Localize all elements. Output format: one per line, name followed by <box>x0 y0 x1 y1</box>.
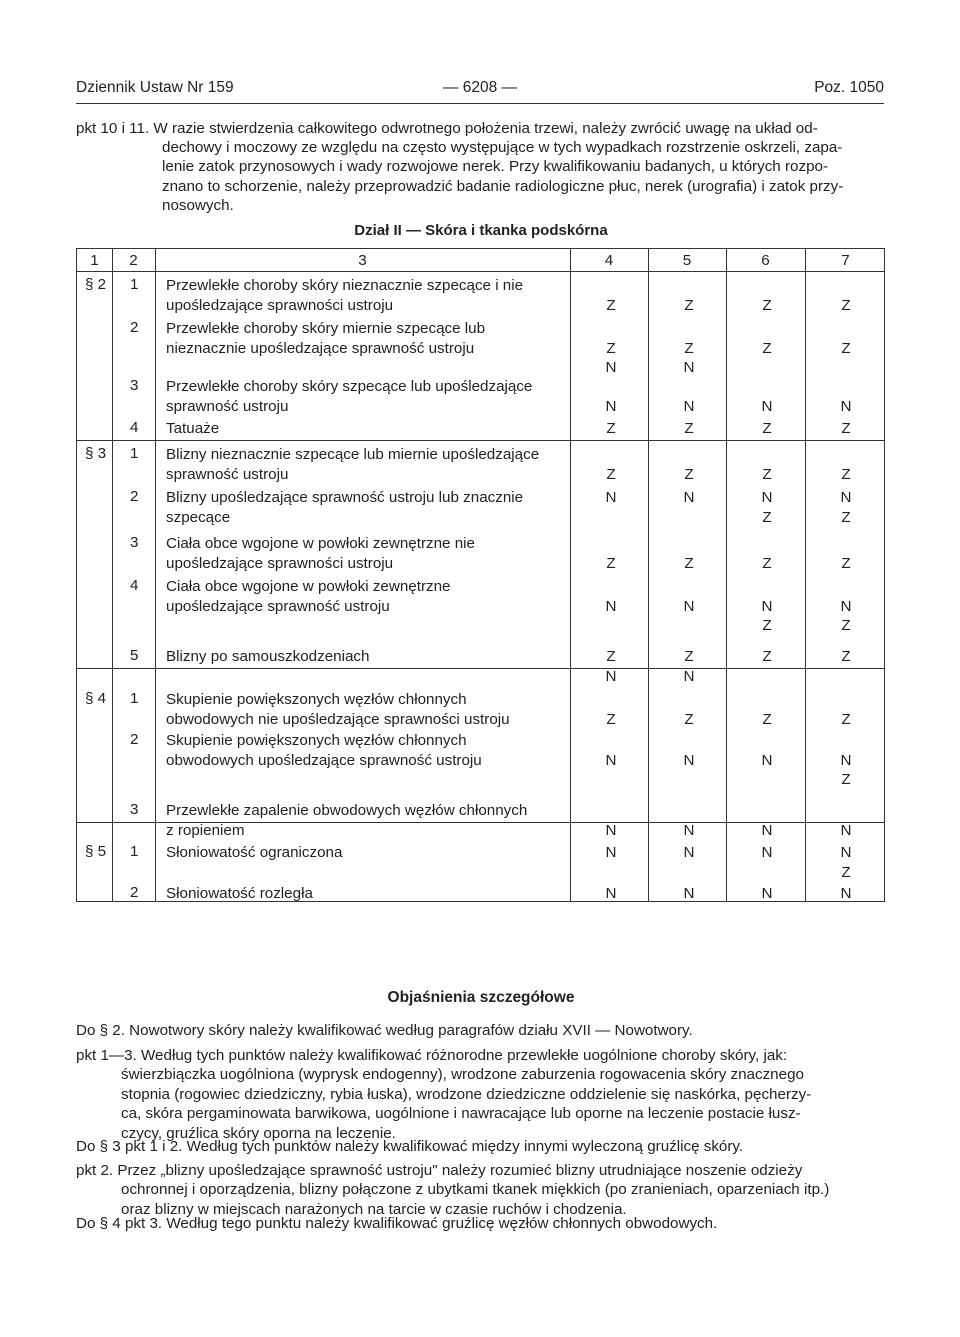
category-5: N <box>683 397 695 415</box>
condition-description <box>166 276 586 315</box>
description-line: szpecące <box>166 508 231 526</box>
description-line: upośledzające sprawności ustroju <box>166 554 394 572</box>
point-number: 5 <box>130 647 139 664</box>
explanation-line: stopnia (rogowiec dziedziczny, rybia łuska), wrodzone dziedziczne oddzielenie się naskórka, pęcherzy- <box>121 1085 812 1103</box>
description-line: upośledzające sprawność ustroju <box>166 597 390 615</box>
col-header: 1 <box>90 252 99 269</box>
point-number: 2 <box>130 731 139 748</box>
explanation-line: Do § 4 pkt 3. Według tego punktu należy kwalifikować gruźlicę węzłów chłonnych obwodowych. <box>76 1215 718 1232</box>
category-5: N <box>683 844 695 861</box>
description-line: Blizny po samouszkodzeniach <box>166 648 370 665</box>
paragraph-number: § 5 <box>85 843 107 860</box>
explanation-line: pkt 1—3. Według tych punktów należy kwalifikować różnorodne przewlekłe uogólnione choroby skóry, jak: <box>76 1047 788 1064</box>
point-number: 2 <box>130 488 139 505</box>
point-number: 4 <box>130 419 139 436</box>
description-line: Tatuaże <box>166 420 220 437</box>
category-5: Z <box>684 420 694 437</box>
header-row-rule <box>77 271 884 272</box>
category-7: Z <box>841 420 851 437</box>
category-5: Z N <box>683 339 695 376</box>
condition-description <box>166 577 586 616</box>
category-5: Z <box>684 710 694 728</box>
point-number: 4 <box>130 577 139 594</box>
intro-paragraph <box>76 119 886 215</box>
explanation-line: Do § 2. Nowotwory skóry należy kwalifikować według paragrafów działu XVII — Nowotwory. <box>76 1022 693 1039</box>
column-divider <box>112 249 113 901</box>
category-7: Z <box>841 296 851 314</box>
qualification-table <box>76 248 885 902</box>
category-5: Z <box>684 465 694 483</box>
description-line: Ciała obce wgojone w powłoki zewnętrzne <box>166 578 451 595</box>
category-7: N Z <box>840 751 852 788</box>
explanation-item <box>76 1046 896 1143</box>
category-6: Z <box>762 339 772 357</box>
category-6: Z <box>762 648 772 665</box>
point-number: 1 <box>130 445 139 462</box>
category-6: N <box>761 751 773 769</box>
point-number: 1 <box>130 843 139 860</box>
category-5: N <box>683 489 695 506</box>
explanation-line: Do § 3 pkt 1 i 2. Według tych punktów należy kwalifikować między innymi wyleczoną gruźlicę skóry. <box>76 1138 744 1155</box>
category-7: Z <box>841 554 851 572</box>
category-7: N Z <box>840 844 852 881</box>
journal-name: Dziennik Ustaw Nr 159 <box>76 79 234 96</box>
category-4: N <box>605 751 617 769</box>
description-line: obwodowych upośledzające sprawność ustroju <box>166 751 482 769</box>
category-4: Z <box>606 710 616 728</box>
category-6: Z <box>762 554 772 572</box>
category-6: N <box>761 821 773 839</box>
category-6: Z <box>762 296 772 314</box>
column-divider <box>155 249 156 901</box>
column-divider <box>805 249 806 901</box>
description-line: obwodowych nie upośledzające sprawności ustroju <box>166 710 510 728</box>
category-4: Z N <box>605 339 617 376</box>
condition-description <box>166 843 586 863</box>
explanation-line: świerzbiączka uogólniona (wyprysk endogenny), wrodzone zaburzenia rogowacenia skóry znacznego <box>121 1066 804 1084</box>
category-6: N Z <box>761 597 773 634</box>
category-6: Z <box>762 465 772 483</box>
category-7: N <box>840 397 852 415</box>
description-line: Skupienie powiększonych węzłów chłonnych <box>166 691 467 708</box>
col-header: 2 <box>129 252 138 269</box>
point-number: 3 <box>130 377 139 394</box>
category-4: N <box>605 489 617 506</box>
category-5: Z <box>684 296 694 314</box>
explanation-item <box>76 1021 896 1040</box>
description-line: Przewlekłe choroby skóry miernie szpecące lub <box>166 320 486 337</box>
description-line: nieznacznie upośledzające sprawność ustroju <box>166 339 475 357</box>
description-line: Słoniowatość ograniczona <box>166 844 343 861</box>
category-4: Z <box>606 420 616 437</box>
category-5: N <box>683 597 695 615</box>
explanation-line: ochronnej i oporządzenia, blizny połączone z ubytkami tkanek miękkich (po zranieniach, oparzeniach itp.) <box>121 1181 830 1199</box>
category-4: Z <box>606 554 616 572</box>
point-number: 2 <box>130 884 139 901</box>
condition-description <box>166 419 586 439</box>
description-line: Blizny nieznacznie szpecące lub miernie upośledzające <box>166 446 540 463</box>
category-4: N <box>605 885 617 902</box>
category-4: Z <box>606 465 616 483</box>
category-5: Z <box>684 554 694 572</box>
category-7: Z <box>841 710 851 728</box>
point-number: 1 <box>130 276 139 293</box>
col-header: 3 <box>358 252 367 269</box>
category-4: N <box>605 844 617 861</box>
description-line: Ciała obce wgojone w powłoki zewnętrzne nie <box>166 535 475 552</box>
condition-description <box>166 377 586 416</box>
col-header: 5 <box>682 252 692 269</box>
condition-description <box>166 731 586 770</box>
explanation-line: pkt 2. Przez „blizny upośledzające sprawność ustroju" należy rozumieć blizny utrudniające noszenie odzieży <box>76 1162 803 1179</box>
description-line: sprawność ustroju <box>166 397 289 415</box>
intro-line: znano to schorzenie, należy przeprowadzić badanie radiologiczne płuc, nerek (urografia) i zatok przy- <box>162 177 844 195</box>
description-line: Blizny upośledzające sprawność ustroju lub znacznie <box>166 489 524 506</box>
paragraph-rule <box>77 668 884 669</box>
category-6: Z <box>762 420 772 437</box>
description-line: Słoniowatość rozległa <box>166 885 313 902</box>
description-line: upośledzające sprawności ustroju <box>166 296 394 314</box>
category-4: Z <box>606 296 616 314</box>
category-4: N <box>605 597 617 615</box>
condition-description <box>166 488 586 527</box>
position-number: Poz. 1050 <box>814 79 884 96</box>
intro-line: lenie zatok przynosowych i wady rozwojowe nerek. Przy kwalifikowaniu badanych, u których rozpo- <box>162 158 829 176</box>
category-4: N <box>605 397 617 415</box>
condition-description <box>166 319 586 358</box>
explanation-item <box>76 1214 896 1233</box>
category-4: Z N <box>605 648 617 685</box>
condition-description <box>166 801 586 840</box>
category-7: N Z <box>840 597 852 634</box>
condition-description <box>166 690 586 729</box>
condition-description <box>166 534 586 573</box>
intro-line: dechowy i moczowy ze względu na często występujące w tych wypadkach rozstrzenie oskrzeli, zapa- <box>162 139 843 157</box>
explanation-line: oraz blizny w miejscach narażonych na tarcie w czasie ruchów i chodzenia. <box>121 1200 627 1218</box>
column-divider <box>726 249 727 901</box>
description-line: Przewlekłe choroby skóry szpecące lub upośledzające <box>166 378 533 395</box>
explanations-title: Objaśnienia szczegółowe <box>387 989 575 1006</box>
category-6: N <box>761 885 773 902</box>
description-line: sprawność ustroju <box>166 465 289 483</box>
paragraph-rule <box>77 440 884 441</box>
category-5: N <box>683 885 695 902</box>
point-number: 1 <box>130 690 139 707</box>
column-divider <box>648 249 649 901</box>
point-number: 2 <box>130 319 139 336</box>
explanation-line: czycy, gruźlica skóry oporna na leczenie. <box>121 1124 396 1142</box>
explanation-item <box>76 1137 896 1156</box>
explanation-line: ca, skóra pergaminowata barwikowa, uogólnione i nawracające lub oporne na leczenie postacie łusz- <box>121 1105 801 1123</box>
condition-description <box>166 445 586 484</box>
point-number: 3 <box>130 801 139 818</box>
category-6: N Z <box>761 489 773 526</box>
category-6: Z <box>762 710 772 728</box>
category-7: N Z <box>840 489 852 526</box>
category-4: N <box>605 821 617 839</box>
category-7: N <box>840 821 852 839</box>
category-7: N <box>840 885 852 902</box>
col-header: 7 <box>841 252 850 269</box>
category-5: N <box>683 821 695 839</box>
section-title: Dział II — Skóra i tkanka podskórna <box>354 222 608 239</box>
paragraph-rule <box>77 822 884 823</box>
category-5: N <box>683 751 695 769</box>
category-6: N <box>761 844 773 861</box>
category-5: Z N <box>683 648 695 685</box>
page-number: — 6208 — <box>442 79 518 96</box>
paragraph-number: § 2 <box>85 276 107 293</box>
intro-line: pkt 10 i 11. W razie stwierdzenia całkowitego odwrotnego położenia trzewi, należy zwrócić uwagę na układ od- <box>76 120 818 137</box>
paragraph-number: § 3 <box>85 445 107 462</box>
intro-line: nosowych. <box>162 196 234 214</box>
header-rule <box>76 103 884 104</box>
description-line: Przewlekłe choroby skóry nieznacznie szpecące i nie <box>166 277 524 294</box>
category-6: N <box>761 397 773 415</box>
description-line: Skupienie powiększonych węzłów chłonnych <box>166 732 467 749</box>
description-line: z ropieniem <box>166 821 245 839</box>
condition-description <box>166 884 586 904</box>
category-7: Z <box>841 465 851 483</box>
paragraph-number: § 4 <box>85 690 107 707</box>
col-header: 6 <box>761 252 770 269</box>
explanation-item <box>76 1161 896 1219</box>
page-header <box>76 79 884 101</box>
point-number: 3 <box>130 534 139 551</box>
condition-description <box>166 647 586 667</box>
col-header: 4 <box>604 252 614 269</box>
category-7: Z <box>841 339 851 357</box>
description-line: Przewlekłe zapalenie obwodowych węzłów chłonnych <box>166 802 528 819</box>
category-7: Z <box>841 648 851 665</box>
